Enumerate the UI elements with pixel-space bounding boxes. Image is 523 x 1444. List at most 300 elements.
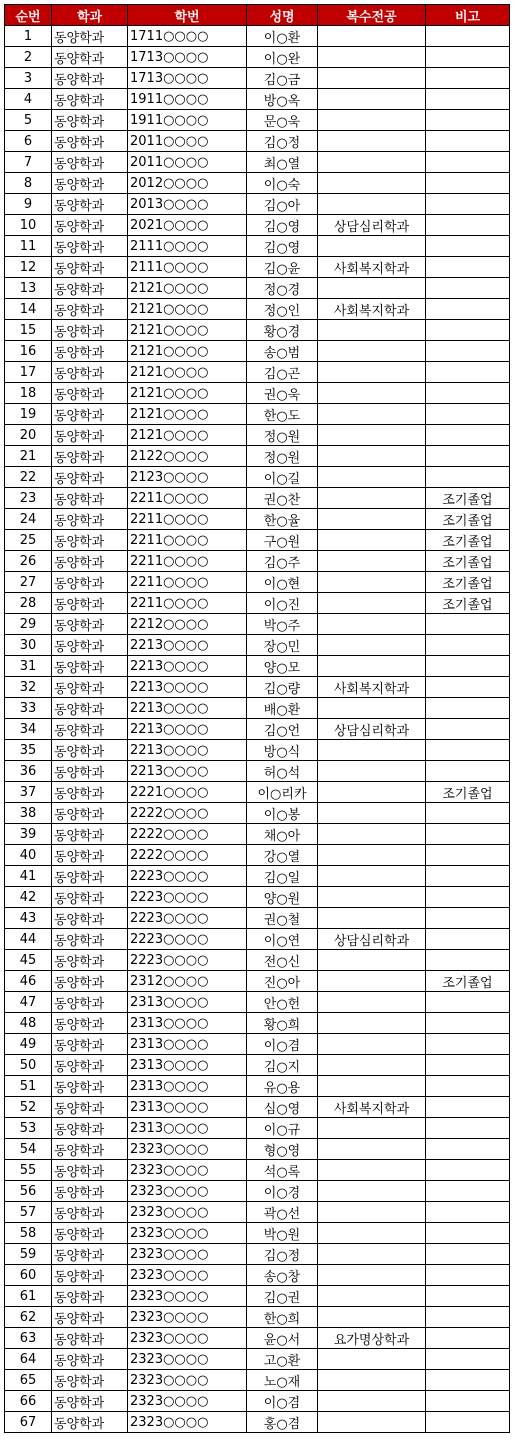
remarks-cell [426,1202,510,1223]
seq-cell: 4 [5,89,52,110]
seq-cell: 35 [5,740,52,761]
student-id-cell: 2323○○○○ [128,1139,247,1160]
double-major-cell [318,782,426,803]
student-id-cell: 2223○○○○ [128,908,247,929]
seq-cell: 27 [5,572,52,593]
table-row [5,803,510,824]
student-id-cell: 2211○○○○ [128,509,247,530]
student-id-cell: 2111○○○○ [128,257,247,278]
student-id-cell: 2121○○○○ [128,425,247,446]
department-cell: 동양학과 [52,866,128,887]
table-row [5,131,510,152]
seq-cell: 49 [5,1034,52,1055]
remarks-cell [426,152,510,173]
double-major-cell [318,1223,426,1244]
seq-cell: 50 [5,1055,52,1076]
double-major-cell [318,1181,426,1202]
student-id-cell: 2323○○○○ [128,1160,247,1181]
department-cell: 동양학과 [52,803,128,824]
header-double-major: 복수전공 [318,5,426,26]
table-row [5,992,510,1013]
student-id-cell: 2323○○○○ [128,1328,247,1349]
seq-cell: 39 [5,824,52,845]
double-major-cell [318,845,426,866]
seq-cell: 10 [5,215,52,236]
remarks-cell [426,992,510,1013]
department-cell: 동양학과 [52,341,128,362]
name-cell: 김○정 [247,1244,318,1265]
department-cell: 동양학과 [52,1307,128,1328]
seq-cell: 2 [5,47,52,68]
table-row [5,1307,510,1328]
table-row [5,110,510,131]
table-row [5,1370,510,1391]
name-cell: 송○창 [247,1265,318,1286]
table-row [5,320,510,341]
department-cell: 동양학과 [52,719,128,740]
name-cell: 방○식 [247,740,318,761]
remarks-cell [426,341,510,362]
name-cell: 채○아 [247,824,318,845]
table-row [5,719,510,740]
seq-cell: 21 [5,446,52,467]
seq-cell: 1 [5,26,52,47]
remarks-cell [426,656,510,677]
table-row [5,740,510,761]
department-cell: 동양학과 [52,152,128,173]
remarks-cell [426,1034,510,1055]
department-cell: 동양학과 [52,782,128,803]
remarks-cell [426,677,510,698]
name-cell: 김○일 [247,866,318,887]
name-cell: 정○인 [247,299,318,320]
department-cell: 동양학과 [52,1202,128,1223]
name-cell: 한○율 [247,509,318,530]
department-cell: 동양학과 [52,929,128,950]
student-id-cell: 1711○○○○ [128,26,247,47]
name-cell: 이○숙 [247,173,318,194]
name-cell: 안○헌 [247,992,318,1013]
department-cell: 동양학과 [52,530,128,551]
remarks-cell [426,320,510,341]
seq-cell: 43 [5,908,52,929]
department-cell: 동양학과 [52,68,128,89]
table-row [5,1349,510,1370]
table-row [5,257,510,278]
double-major-cell [318,1244,426,1265]
remarks-cell [426,446,510,467]
name-cell: 진○아 [247,971,318,992]
seq-cell: 26 [5,551,52,572]
remarks-cell [426,824,510,845]
name-cell: 김○영 [247,215,318,236]
student-id-cell: 2121○○○○ [128,383,247,404]
remarks-cell [426,1412,510,1433]
student-id-cell: 2312○○○○ [128,971,247,992]
student-id-cell: 2213○○○○ [128,635,247,656]
seq-cell: 8 [5,173,52,194]
remarks-cell [426,740,510,761]
table-row [5,1265,510,1286]
header-remarks: 비고 [426,5,510,26]
department-cell: 동양학과 [52,1076,128,1097]
department-cell: 동양학과 [52,1265,128,1286]
department-cell: 동양학과 [52,824,128,845]
student-id-cell: 2323○○○○ [128,1370,247,1391]
table-row [5,488,510,509]
name-cell: 김○지 [247,1055,318,1076]
name-cell: 김○금 [247,68,318,89]
remarks-cell: 조기졸업 [426,593,510,614]
name-cell: 권○욱 [247,383,318,404]
double-major-cell [318,1055,426,1076]
remarks-cell [426,1391,510,1412]
department-cell: 동양학과 [52,404,128,425]
remarks-cell: 조기졸업 [426,971,510,992]
table-row [5,152,510,173]
remarks-cell [426,1160,510,1181]
name-cell: 김○윤 [247,257,318,278]
department-cell: 동양학과 [52,488,128,509]
student-id-cell: 2222○○○○ [128,824,247,845]
name-cell: 장○민 [247,635,318,656]
department-cell: 동양학과 [52,425,128,446]
student-id-cell: 2223○○○○ [128,950,247,971]
department-cell: 동양학과 [52,257,128,278]
department-cell: 동양학과 [52,677,128,698]
table-row [5,929,510,950]
table-row [5,1223,510,1244]
seq-cell: 34 [5,719,52,740]
table-row [5,278,510,299]
header-department: 학과 [52,5,128,26]
name-cell: 전○신 [247,950,318,971]
remarks-cell [426,950,510,971]
student-id-cell: 2121○○○○ [128,362,247,383]
student-id-cell: 2121○○○○ [128,404,247,425]
remarks-cell [426,635,510,656]
department-cell: 동양학과 [52,173,128,194]
double-major-cell: 사회복지학과 [318,299,426,320]
student-id-cell: 2323○○○○ [128,1223,247,1244]
seq-cell: 46 [5,971,52,992]
name-cell: 김○량 [247,677,318,698]
department-cell: 동양학과 [52,614,128,635]
department-cell: 동양학과 [52,278,128,299]
department-cell: 동양학과 [52,698,128,719]
table-row [5,425,510,446]
table-row [5,950,510,971]
seq-cell: 31 [5,656,52,677]
header-seq: 순번 [5,5,52,26]
double-major-cell [318,992,426,1013]
name-cell: 권○철 [247,908,318,929]
name-cell: 김○영 [247,236,318,257]
department-cell: 동양학과 [52,845,128,866]
header-name: 성명 [247,5,318,26]
student-id-cell: 2011○○○○ [128,131,247,152]
name-cell: 김○권 [247,1286,318,1307]
remarks-cell [426,761,510,782]
name-cell: 박○원 [247,1223,318,1244]
department-cell: 동양학과 [52,992,128,1013]
seq-cell: 60 [5,1265,52,1286]
seq-cell: 9 [5,194,52,215]
header-row [5,5,510,26]
student-id-cell: 2211○○○○ [128,593,247,614]
remarks-cell [426,866,510,887]
double-major-cell [318,278,426,299]
double-major-cell: 요가명상학과 [318,1328,426,1349]
remarks-cell [426,1139,510,1160]
name-cell: 이○겸 [247,1391,318,1412]
department-cell: 동양학과 [52,740,128,761]
table-body [5,26,510,1433]
department-cell: 동양학과 [52,761,128,782]
table-row [5,1202,510,1223]
double-major-cell [318,635,426,656]
table-row [5,1055,510,1076]
name-cell: 김○아 [247,194,318,215]
student-id-cell: 2323○○○○ [128,1307,247,1328]
remarks-cell: 조기졸업 [426,572,510,593]
name-cell: 황○경 [247,320,318,341]
department-cell: 동양학과 [52,1328,128,1349]
department-cell: 동양학과 [52,1223,128,1244]
student-id-cell: 2223○○○○ [128,887,247,908]
remarks-cell [426,845,510,866]
department-cell: 동양학과 [52,1349,128,1370]
name-cell: 이○겸 [247,1034,318,1055]
seq-cell: 16 [5,341,52,362]
double-major-cell: 사회복지학과 [318,677,426,698]
table-row [5,446,510,467]
table-row [5,656,510,677]
double-major-cell [318,1118,426,1139]
department-cell: 동양학과 [52,1160,128,1181]
seq-cell: 37 [5,782,52,803]
table-row [5,1244,510,1265]
remarks-cell [426,362,510,383]
student-id-cell: 2212○○○○ [128,614,247,635]
seq-cell: 36 [5,761,52,782]
department-cell: 동양학과 [52,1412,128,1433]
seq-cell: 62 [5,1307,52,1328]
student-id-cell: 2111○○○○ [128,236,247,257]
double-major-cell [318,89,426,110]
table-row [5,1013,510,1034]
seq-cell: 56 [5,1181,52,1202]
table-row [5,89,510,110]
remarks-cell [426,1055,510,1076]
department-cell: 동양학과 [52,299,128,320]
seq-cell: 14 [5,299,52,320]
student-id-cell: 2221○○○○ [128,782,247,803]
name-cell: 정○원 [247,425,318,446]
name-cell: 이○연 [247,929,318,950]
double-major-cell [318,1265,426,1286]
remarks-cell [426,1076,510,1097]
remarks-cell [426,1370,510,1391]
table-row [5,236,510,257]
double-major-cell [318,320,426,341]
double-major-cell [318,1139,426,1160]
double-major-cell [318,1412,426,1433]
seq-cell: 65 [5,1370,52,1391]
table-row [5,26,510,47]
table-row [5,47,510,68]
name-cell: 형○영 [247,1139,318,1160]
name-cell: 정○원 [247,446,318,467]
seq-cell: 6 [5,131,52,152]
department-cell: 동양학과 [52,1286,128,1307]
department-cell: 동양학과 [52,950,128,971]
seq-cell: 48 [5,1013,52,1034]
double-major-cell: 상담심리학과 [318,215,426,236]
department-cell: 동양학과 [52,446,128,467]
student-id-cell: 2323○○○○ [128,1202,247,1223]
table-row [5,698,510,719]
remarks-cell [426,1181,510,1202]
student-id-cell: 2121○○○○ [128,299,247,320]
double-major-cell [318,1307,426,1328]
remarks-cell [426,173,510,194]
remarks-cell [426,383,510,404]
name-cell: 이○진 [247,593,318,614]
name-cell: 이○봉 [247,803,318,824]
double-major-cell [318,425,426,446]
name-cell: 권○찬 [247,488,318,509]
table-row [5,1328,510,1349]
table-row [5,1034,510,1055]
department-cell: 동양학과 [52,1055,128,1076]
student-id-cell: 2013○○○○ [128,194,247,215]
name-cell: 김○주 [247,551,318,572]
double-major-cell [318,971,426,992]
double-major-cell: 사회복지학과 [318,1097,426,1118]
double-major-cell [318,404,426,425]
double-major-cell [318,614,426,635]
seq-cell: 63 [5,1328,52,1349]
seq-cell: 59 [5,1244,52,1265]
student-id-cell: 2313○○○○ [128,1055,247,1076]
header-student-id: 학번 [128,5,247,26]
name-cell: 이○완 [247,47,318,68]
double-major-cell [318,698,426,719]
table-row [5,782,510,803]
name-cell: 문○욱 [247,110,318,131]
student-id-cell: 2121○○○○ [128,320,247,341]
table-row [5,1118,510,1139]
double-major-cell [318,1286,426,1307]
remarks-cell [426,257,510,278]
remarks-cell [426,908,510,929]
name-cell: 김○곤 [247,362,318,383]
remarks-cell [426,131,510,152]
double-major-cell [318,1034,426,1055]
name-cell: 강○열 [247,845,318,866]
double-major-cell [318,341,426,362]
double-major-cell [318,1076,426,1097]
student-id-cell: 2313○○○○ [128,1118,247,1139]
student-id-cell: 2313○○○○ [128,1076,247,1097]
table-row [5,593,510,614]
name-cell: 정○경 [247,278,318,299]
seq-cell: 32 [5,677,52,698]
table-row [5,1412,510,1433]
name-cell: 유○용 [247,1076,318,1097]
student-id-cell: 2223○○○○ [128,929,247,950]
department-cell: 동양학과 [52,1118,128,1139]
table-row [5,572,510,593]
seq-cell: 12 [5,257,52,278]
double-major-cell: 상담심리학과 [318,929,426,950]
table-row [5,299,510,320]
table-row [5,887,510,908]
table-row [5,908,510,929]
table-row [5,383,510,404]
name-cell: 노○재 [247,1370,318,1391]
remarks-cell: 조기졸업 [426,782,510,803]
remarks-cell [426,719,510,740]
name-cell: 이○현 [247,572,318,593]
double-major-cell [318,551,426,572]
double-major-cell [318,803,426,824]
remarks-cell [426,1013,510,1034]
seq-cell: 38 [5,803,52,824]
seq-cell: 40 [5,845,52,866]
seq-cell: 17 [5,362,52,383]
student-id-cell: 2213○○○○ [128,719,247,740]
table-row [5,362,510,383]
table-row [5,1097,510,1118]
remarks-cell [426,467,510,488]
double-major-cell [318,866,426,887]
remarks-cell [426,929,510,950]
table-row [5,509,510,530]
student-id-cell: 2213○○○○ [128,656,247,677]
double-major-cell [318,761,426,782]
name-cell: 이○환 [247,26,318,47]
name-cell: 이○경 [247,1181,318,1202]
department-cell: 동양학과 [52,1013,128,1034]
name-cell: 송○범 [247,341,318,362]
remarks-cell [426,1118,510,1139]
seq-cell: 64 [5,1349,52,1370]
double-major-cell [318,362,426,383]
double-major-cell [318,68,426,89]
table-row [5,551,510,572]
name-cell: 방○옥 [247,89,318,110]
student-roster-table [4,4,510,1433]
seq-cell: 3 [5,68,52,89]
remarks-cell [426,89,510,110]
seq-cell: 13 [5,278,52,299]
remarks-cell: 조기졸업 [426,488,510,509]
table-row [5,1076,510,1097]
remarks-cell [426,299,510,320]
department-cell: 동양학과 [52,89,128,110]
seq-cell: 42 [5,887,52,908]
department-cell: 동양학과 [52,1034,128,1055]
student-id-cell: 2121○○○○ [128,341,247,362]
double-major-cell: 상담심리학과 [318,719,426,740]
student-id-cell: 2323○○○○ [128,1244,247,1265]
double-major-cell [318,656,426,677]
department-cell: 동양학과 [52,131,128,152]
student-id-cell: 2313○○○○ [128,1034,247,1055]
student-id-cell: 2211○○○○ [128,488,247,509]
